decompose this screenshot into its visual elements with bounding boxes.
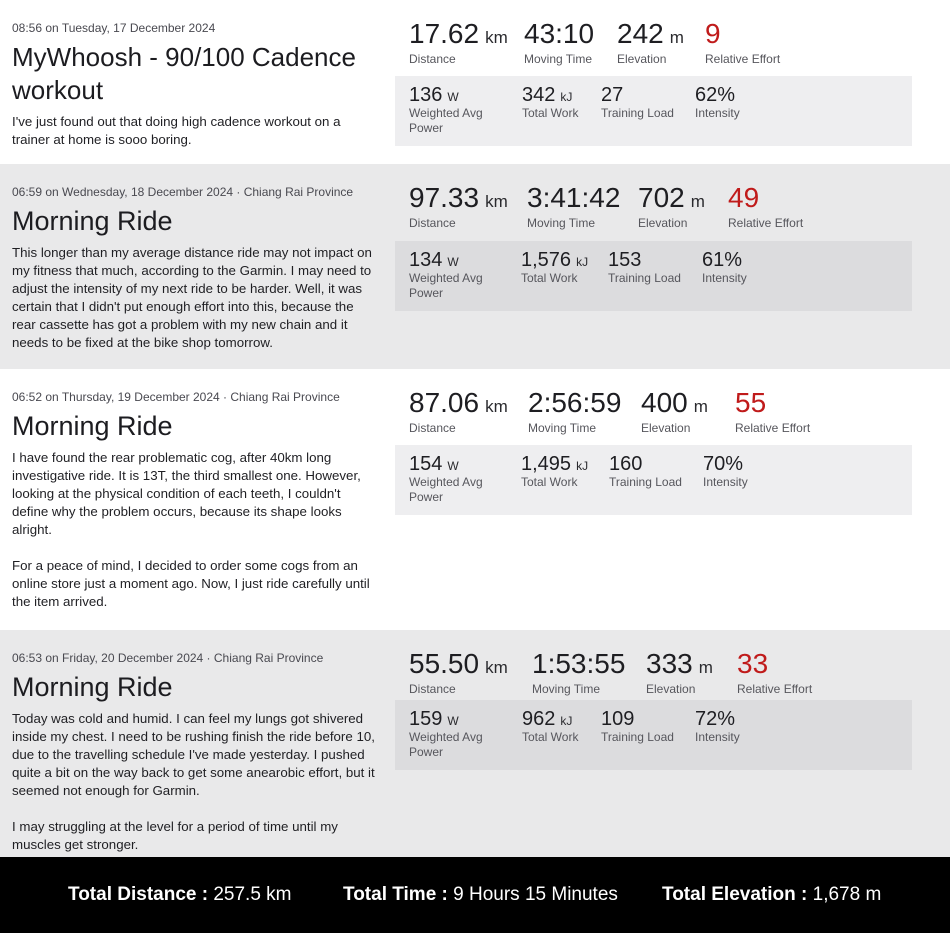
total-distance-label: Total Distance : (68, 884, 209, 905)
stat-total-work (522, 708, 578, 745)
load-value: 160 (609, 453, 643, 475)
moving-time-label: Moving Time (532, 682, 601, 696)
description-paragraph: I've just found out that doing high cadence workout on a trainer at home is sooo boring. (12, 114, 341, 147)
activity-datetime: 06:52 on Thursday, 19 December 2024 · Chiang Rai Province (12, 390, 340, 404)
stat-training-load (609, 453, 682, 490)
load-value: 27 (601, 84, 624, 106)
power-label: Weighted Avg Power (409, 106, 483, 135)
stat-distance (409, 18, 508, 66)
work-label: Total Work (522, 106, 579, 120)
stat-relative-effort (735, 387, 810, 435)
relative-effort-label: Relative Effort (737, 682, 813, 696)
total-elevation-value: 1,678 m (812, 884, 882, 905)
work-value: 342 (522, 84, 556, 106)
activity-datetime: 06:53 on Friday, 20 December 2024 · Chiang Rai Province (12, 651, 324, 665)
stat-relative-effort (737, 648, 812, 696)
activity-card (0, 164, 950, 369)
power-value: 134 (409, 249, 443, 271)
work-value: 1,576 (521, 249, 572, 271)
intensity-label: Intensity (695, 730, 740, 744)
stat-elevation (638, 182, 705, 230)
stat-distance (409, 648, 508, 696)
stat-moving-time (532, 648, 625, 696)
total-elevation (662, 884, 881, 906)
moving-time-label: Moving Time (528, 421, 597, 435)
activity-description (12, 449, 380, 611)
moving-time-label: Moving Time (527, 216, 596, 230)
load-value: 153 (608, 249, 642, 271)
work-unit: kJ (576, 459, 589, 473)
moving-time-value: 3:41:42 (527, 182, 621, 213)
elevation-value: 702 (638, 182, 685, 213)
distance-value: 17.62 (409, 18, 480, 49)
elevation-unit: m (690, 192, 705, 211)
secondary-stats (395, 76, 912, 146)
work-unit: kJ (560, 90, 573, 104)
stat-distance (409, 387, 508, 435)
stat-training-load (601, 708, 674, 745)
stat-weighted-power (409, 453, 499, 505)
description-paragraph: I have found the rear problematic cog, after 40km long investigative ride. It is 13T, the third smallest one. However, looking at the physical condition of each teeth, I couldn't define why the problem occurs, because its shape looks alright. (12, 450, 361, 537)
power-label: Weighted Avg Power (409, 271, 483, 300)
load-value: 109 (601, 708, 635, 730)
stat-intensity (702, 249, 747, 286)
activity-description (12, 244, 380, 352)
relative-effort-label: Relative Effort (735, 421, 811, 435)
intensity-value: 72% (695, 708, 736, 730)
elevation-value: 400 (641, 387, 688, 418)
load-label: Training Load (601, 730, 674, 744)
moving-time-value: 2:56:59 (528, 387, 622, 418)
stat-weighted-power (409, 84, 499, 136)
distance-unit: km (485, 28, 508, 47)
activity-datetime: 06:59 on Wednesday, 18 December 2024 · Chiang Rai Province (12, 185, 354, 199)
power-unit: W (447, 714, 459, 728)
stat-moving-time (524, 18, 594, 66)
stat-intensity (695, 84, 740, 121)
description-paragraph: Today was cold and humid. I can feel my lungs got shivered inside my chest. I need to be rushing finish the ride before 10, due to the travelling schedule I've made yesterday. I pushed quite a bit on the way back to get some anearobic effort, but it seemed not enough for Garmin. (12, 711, 375, 798)
distance-label: Distance (409, 216, 456, 230)
moving-time-value: 1:53:55 (532, 648, 626, 679)
stat-training-load (601, 84, 674, 121)
activity-title[interactable]: Morning Ride (12, 206, 173, 236)
power-label: Weighted Avg Power (409, 730, 483, 759)
total-distance-value: 257.5 km (213, 884, 292, 905)
relative-effort-value: 55 (735, 387, 767, 418)
distance-value: 97.33 (409, 182, 480, 213)
activity-description (12, 710, 380, 854)
intensity-label: Intensity (695, 106, 740, 120)
power-value: 154 (409, 453, 443, 475)
elevation-value: 242 (617, 18, 664, 49)
total-elevation-label: Total Elevation : (662, 884, 808, 905)
activity-datetime: 08:56 on Tuesday, 17 December 2024 (12, 21, 216, 35)
work-value: 962 (522, 708, 556, 730)
elevation-label: Elevation (638, 216, 688, 230)
intensity-label: Intensity (702, 271, 747, 285)
stat-total-work (521, 249, 588, 286)
totals-footer (0, 857, 950, 933)
stat-moving-time (527, 182, 620, 230)
relative-effort-label: Relative Effort (728, 216, 804, 230)
distance-unit: km (485, 658, 508, 677)
work-label: Total Work (521, 271, 578, 285)
elevation-unit: m (669, 28, 684, 47)
elevation-unit: m (693, 397, 708, 416)
total-time-label: Total Time : (343, 884, 448, 905)
stat-weighted-power (409, 249, 499, 301)
total-time (343, 884, 618, 906)
work-unit: kJ (560, 714, 573, 728)
power-value: 136 (409, 84, 443, 106)
distance-unit: km (485, 192, 508, 211)
stat-total-work (522, 84, 578, 121)
distance-value: 55.50 (409, 648, 480, 679)
total-time-value: 9 Hours 15 Minutes (453, 884, 618, 905)
elevation-label: Elevation (646, 682, 696, 696)
moving-time-label: Moving Time (524, 52, 593, 66)
moving-time-value: 43:10 (524, 18, 595, 49)
activity-card (0, 0, 950, 164)
distance-unit: km (485, 397, 508, 416)
stat-relative-effort (728, 182, 803, 230)
load-label: Training Load (608, 271, 681, 285)
power-unit: W (447, 255, 459, 269)
stat-elevation (646, 648, 713, 696)
intensity-value: 70% (703, 453, 744, 475)
stat-relative-effort (705, 18, 780, 66)
stat-total-work (521, 453, 588, 490)
work-value: 1,495 (521, 453, 572, 475)
power-value: 159 (409, 708, 443, 730)
relative-effort-value: 9 (705, 18, 721, 49)
elevation-value: 333 (646, 648, 693, 679)
load-label: Training Load (609, 475, 682, 489)
distance-value: 87.06 (409, 387, 480, 418)
secondary-stats (395, 241, 912, 311)
power-label: Weighted Avg Power (409, 475, 483, 504)
work-label: Total Work (522, 730, 579, 744)
activity-card (0, 369, 950, 630)
work-label: Total Work (521, 475, 578, 489)
activity-title[interactable]: MyWhoosh - 90/100 Cadence workout (12, 42, 356, 105)
stat-elevation (641, 387, 708, 435)
stat-weighted-power (409, 708, 499, 760)
activity-card (0, 630, 950, 857)
intensity-label: Intensity (703, 475, 748, 489)
description-paragraph: For a peace of mind, I decided to order some cogs from an online store just a moment ago. Now, I just ride carefully until the item arrived. (12, 558, 370, 609)
elevation-label: Elevation (617, 52, 667, 66)
relative-effort-label: Relative Effort (705, 52, 781, 66)
stat-elevation (617, 18, 684, 66)
distance-label: Distance (409, 421, 456, 435)
activity-description (12, 113, 380, 149)
activity-title[interactable]: Morning Ride (12, 411, 173, 441)
stat-training-load (608, 249, 681, 286)
distance-label: Distance (409, 682, 456, 696)
relative-effort-value: 33 (737, 648, 769, 679)
relative-effort-value: 49 (728, 182, 760, 213)
elevation-unit: m (698, 658, 713, 677)
elevation-label: Elevation (641, 421, 691, 435)
work-unit: kJ (576, 255, 589, 269)
stat-intensity (703, 453, 748, 490)
description-paragraph: This longer than my average distance ride may not impact on my fitness that much, according to the Garmin. I may need to adjust the intensity of my next ride to be harder. Well, it was certain that I didn't put enough effort into this, because the rear cassette has got a problem with my new chain and it needs to be fixed at the bike shop tomorrow. (12, 245, 372, 350)
stat-distance (409, 182, 508, 230)
load-label: Training Load (601, 106, 674, 120)
stat-moving-time (528, 387, 621, 435)
intensity-value: 61% (702, 249, 743, 271)
intensity-value: 62% (695, 84, 736, 106)
total-distance (68, 884, 292, 906)
activity-title[interactable]: Morning Ride (12, 672, 173, 702)
secondary-stats (395, 700, 912, 770)
power-unit: W (447, 90, 459, 104)
description-paragraph: I may struggling at the level for a period of time until my muscles get stronger. (12, 819, 338, 852)
distance-label: Distance (409, 52, 456, 66)
stat-intensity (695, 708, 740, 745)
secondary-stats (395, 445, 912, 515)
power-unit: W (447, 459, 459, 473)
